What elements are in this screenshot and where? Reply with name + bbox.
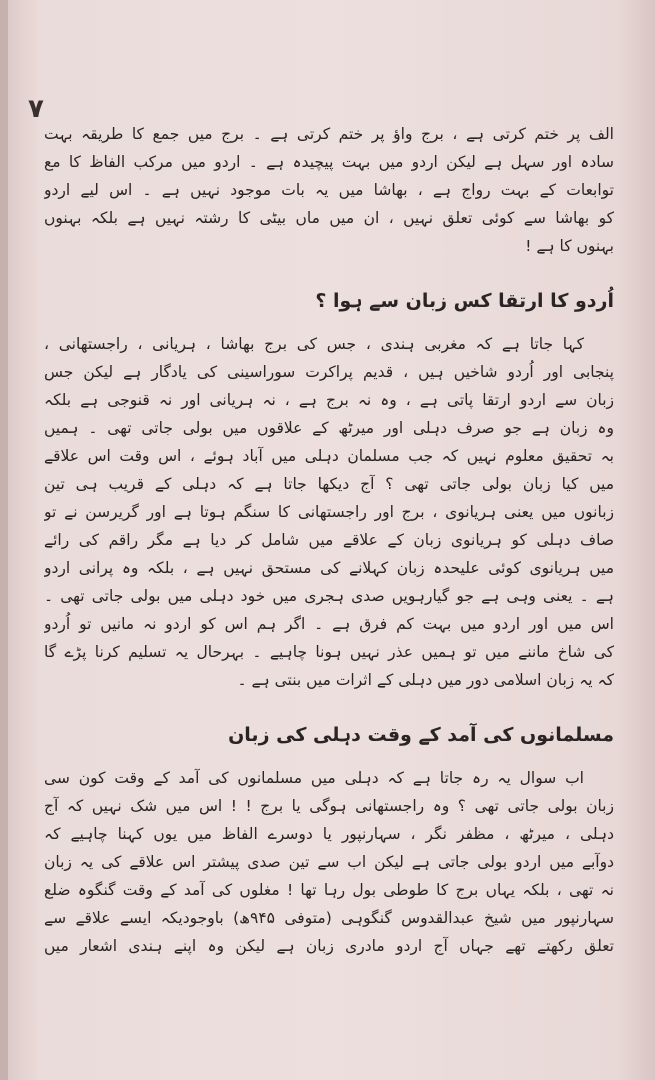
text-line: اس میں اور اردو میں بہت کم فرق ہے ۔ اگر ہم اس کو اردو نہ مانیں تو اُردو	[44, 615, 614, 633]
section-heading-urdu-evolution: اُردو کا ارتقا کس زبان سے ہوا ؟	[315, 290, 614, 312]
text-line: سادہ اور سہل ہے لیکن اردو میں بہت پیچیدہ ہے ۔ اردو میں مرکب الفاظ کا مع	[44, 153, 614, 171]
text-line: زبان بولی جاتی تھی ؟ وہ راجستھانی ہوگی یا برج ! ! اس میں شک نہیں کہ آج	[44, 797, 614, 815]
text-line: میں ہریانوی کوئی علیحدہ زبان کہلانے کی مستحق نہیں ہے ، بلکہ وہ پرانی اردو	[44, 559, 614, 577]
paragraph-2	[44, 330, 614, 694]
page-edge-shadow	[0, 0, 8, 1080]
text-line: ہے ۔ یعنی وہی ہے جو گیارہویں صدی ہجری میں خود دہلی میں بولی جاتی تھی ۔	[44, 587, 614, 605]
text-line: پنجابی اور اُردو شاخیں ہیں ، قدیم پراکرت سوراسینی کی یادگار ہے لیکن جس	[44, 363, 614, 381]
text-line: توابعات کے بہت رواج ہے ، بھاشا میں یہ بات موجود نہیں ہے ۔ اس لیے اردو	[44, 181, 614, 199]
text-line: میں کیا زبان بولی جاتی تھی ؟ آج دیکھا جاتا ہے کہ دہلی کے قریب ہی تین	[44, 475, 614, 493]
paragraph-3	[44, 764, 614, 960]
text-line: بہ تحقیق معلوم نہیں کہ جب مسلمان دہلی میں آباد ہوئے ، اس وقت اس علاقے	[44, 447, 614, 465]
text-line: سہارنپور میں شیخ عبدالقدوس گنگوہی (متوفی ۹۴۵ھ) باوجودیکہ ایسے علاقے سے	[44, 909, 614, 927]
text-line: وہ زبان ہے جو صرف دہلی اور میرٹھ کے علاقوں میں بولی جاتی تھی ۔ ہمیں	[44, 419, 614, 437]
text-line: کہا جاتا ہے کہ مغربی ہندی ، جس کی برج بھاشا ، ہریانی ، راجستھانی ،	[44, 335, 584, 353]
paragraph-1	[44, 120, 614, 260]
text-line: الف پر ختم کرتی ہے ، برج واؤ پر ختم کرتی ہے ۔ برج میں جمع کا طریقہ بہت	[44, 125, 614, 143]
text-line: کو بھاشا سے کوئی تعلق نہیں ، ان میں ماں بیٹی کا رشتہ نہیں ہے بلکہ بہنوں	[44, 209, 614, 227]
text-line: دوآبے میں اردو بولی جاتی ہے لیکن اب سے تین صدی پیشتر اس علاقے کی یہ زبان	[44, 853, 614, 871]
page-number: ۷	[28, 94, 44, 124]
text-line: اب سوال یہ رہ جاتا ہے کہ دہلی میں مسلمانوں کی آمد کے وقت کون سی	[44, 769, 584, 787]
text-line: صاف دہلی کو ہریانوی زبان کے علاقے میں شامل کر دیا ہے مگر راقم کی رائے	[44, 531, 614, 549]
text-line: بہنوں کا ہے !	[525, 237, 614, 255]
text-line: دہلی ، میرٹھ ، مظفر نگر ، سہارنپور یا دوسرے الفاظ میں یوں کہنا چاہیے کہ	[44, 825, 614, 843]
text-line: زبانوں میں یعنی ہریانوی ، برج اور راجستھانی کا سنگم ہوتا ہے اور گریرسن نے تو	[44, 503, 614, 521]
text-line: کی شاخ ماننے میں تو ہمیں عذر نہیں ہونا چاہیے ۔ بہرحال یہ تسلیم کرنا پڑے گا	[44, 643, 614, 661]
page-content	[44, 120, 614, 960]
section-heading-delhi-language: مسلمانوں کی آمد کے وقت دہلی کی زبان	[228, 724, 614, 746]
text-line: کہ یہ زبان اسلامی دور میں دہلی کے اثرات میں بنتی ہے ۔	[237, 671, 614, 689]
text-line: زبان سے اردو ارتقا پاتی ہے ، وہ نہ برج ہے ، نہ ہریانی اور نہ قنوجی ہے بلکہ	[44, 391, 614, 409]
text-line: نہ تھی ، بلکہ یہاں برج کا طوطی بول رہا تھا ! مغلوں کی آمد کے وقت گنگوہ ضلع	[44, 881, 614, 899]
text-line: تعلق رکھتے تھے جہاں آج اردو مادری زبان ہے لیکن وہ اپنے ہندی اشعار میں	[44, 937, 614, 955]
